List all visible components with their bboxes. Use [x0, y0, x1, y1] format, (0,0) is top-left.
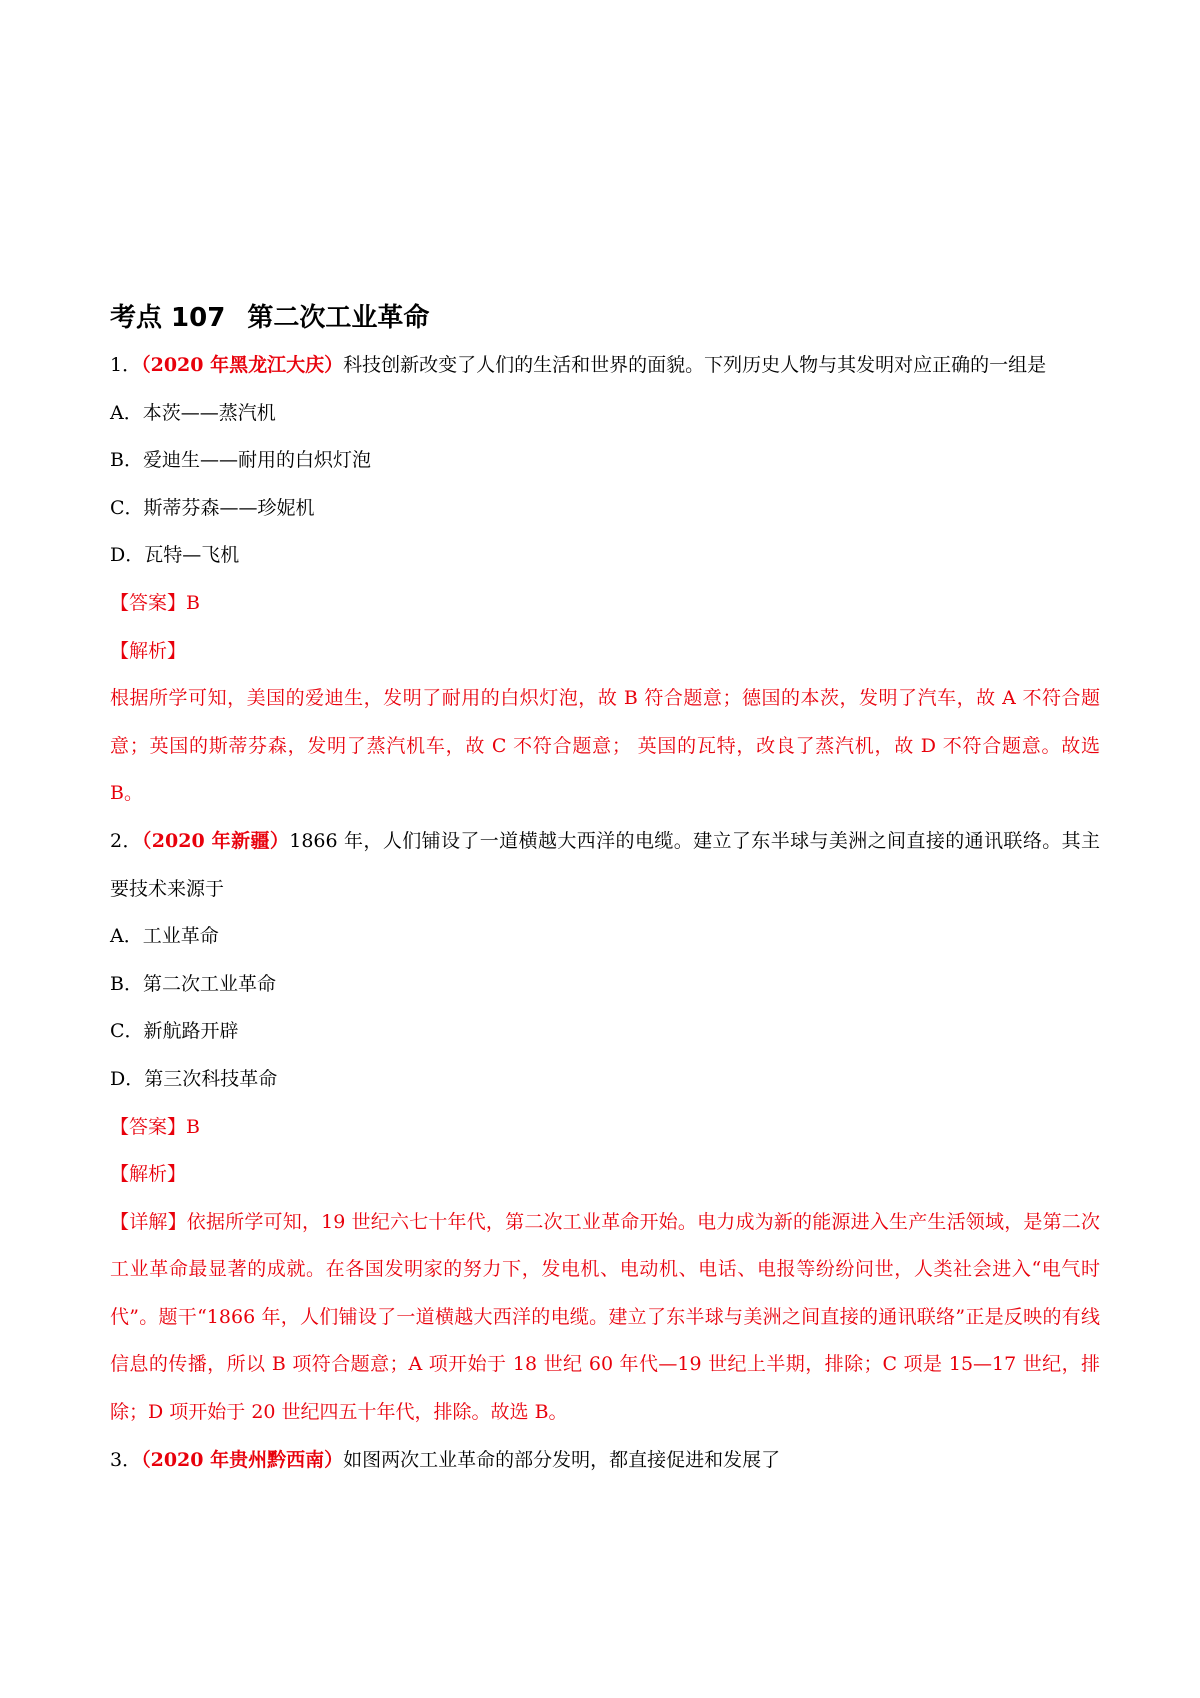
question-3	[110, 1437, 1100, 1485]
question-source: （2020 年黑龙江大庆）	[141, 354, 344, 376]
question-3-stem	[110, 1437, 1100, 1485]
question-source: （2020 年贵州黔西南）	[141, 1448, 344, 1471]
question-text: 如图两次工业革命的部分发明，都直接促进和发展了	[343, 1448, 781, 1471]
option-c: C．斯蒂芬森——珍妮机	[110, 496, 315, 519]
option-b: B．第二次工业革命	[110, 972, 276, 995]
answer-line	[110, 580, 1100, 628]
option-c: C．新航路开辟	[110, 1020, 239, 1043]
question-number: 2．	[110, 829, 142, 852]
option-d: D．瓦特—飞机	[110, 544, 240, 567]
question-1-stem	[110, 342, 1100, 390]
analysis-text: 根据所学可知，美国的爱迪生，发明了耐用的白炽灯泡，故 B 符合题意；德国的本茨，发明了汽车，故 A 不符合题意；英国的斯蒂芬森，发明了蒸汽机车，故 C 不符合题意； 英国的瓦特，改良了蒸汽机，故 D 不符合题意。故选 B。	[110, 687, 1100, 805]
question-number: 1．	[110, 354, 142, 376]
answer-label: 【答案】	[110, 1115, 187, 1138]
section-label: 考点 107	[110, 303, 226, 333]
question-2-stem	[110, 818, 1100, 913]
option-a: A．工业革命	[110, 925, 219, 948]
option-b: B．爱迪生——耐用的白炽灯泡	[110, 449, 371, 472]
analysis-label: 【解析】	[110, 1163, 187, 1186]
section-topic: 第二次工业革命	[247, 303, 430, 333]
option-d: D．第三次科技革命	[110, 1067, 278, 1090]
answer-value: B	[186, 1115, 200, 1138]
section-title	[110, 300, 1100, 336]
detail-label: 【详解】	[110, 1210, 187, 1233]
question-number: 3．	[110, 1448, 142, 1471]
analysis-text	[110, 1199, 1100, 1437]
answer-line	[110, 1104, 1100, 1152]
option-a: A．本茨——蒸汽机	[110, 401, 276, 424]
answer-value: B	[186, 591, 200, 614]
detail-text: 依据所学可知，19 世纪六七十年代，第二次工业革命开始。电力成为新的能源进入生产生活领域，是第二次工业革命最显著的成就。在各国发明家的努力下，发电机、电动机、电话、电报等纷纷问世，人类社会进入“电气时代”。题干“1866 年，人们铺设了一道横越大西洋的电缆。建立了东半球与美洲之间直接的通讯联络”正是反映的有线信息的传播，所以 B 项符合题意；A 项开始于 18 世纪 60 年代—19 世纪上半期，排除；C 项是 15—17 世纪，排除；D 项开始于 20 世纪四五十年代，排除。故选 B。	[110, 1210, 1100, 1424]
document-page	[110, 300, 1100, 1484]
question-2	[110, 818, 1100, 1437]
question-source: （2020 年新疆）	[141, 829, 290, 852]
analysis-label: 【解析】	[110, 639, 187, 662]
question-text: 科技创新改变了人们的生活和世界的面貌。下列历史人物与其发明对应正确的一组是	[343, 354, 1047, 376]
question-text: 1866 年，人们铺设了一道横越大西洋的电缆。建立了东半球与美洲之间直接的通讯联络。其主要技术来源于	[110, 829, 1100, 900]
answer-label: 【答案】	[110, 591, 187, 614]
question-1	[110, 342, 1100, 818]
